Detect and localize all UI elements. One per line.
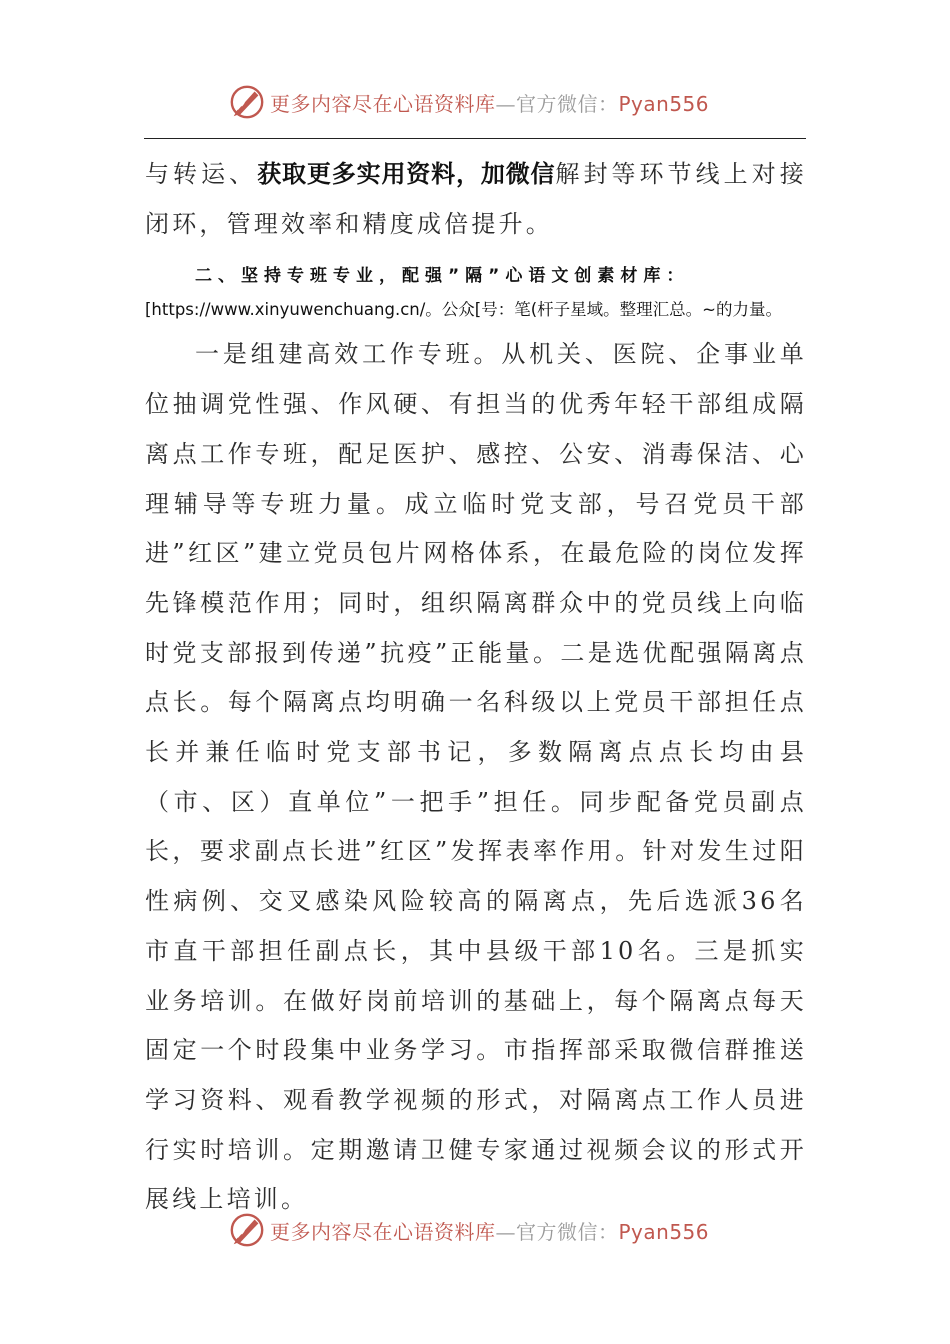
heading-number: 二、 — [195, 266, 241, 287]
heading-rest: [https://www.xinyuwenchuang.cn/。公众[号：笔(杆子星域。整理汇总。~的力量。 — [145, 300, 782, 320]
paragraph-2: 一是组建高效工作专班。从机关、医院、企事业单位抽调党性强、作风硬、有担当的优秀年轻干部组成隔离点工作专班，配足医护、感控、公安、消毒保洁、心理辅导等专班力量。成立临时党支部，号召党员干部进”红区”建立党员包片网格体系，在最危险的岗位发挥先锋模范作用；同时，组织隔离群众中的党员线上向临时党支部报到传递”抗疫”正能量。二是选优配强隔离点点长。每个隔离点均明确一名科级以上党员干部担任点长并兼任临时党支部书记，多数隔离点点长均由县（市、区）直单位”一把手”担任。同步配备党员副点长，要求副点长进”红区”发挥表率作用。针对发生过阳性病例、交叉感染风险较高的隔离点，先后选派36名市直干部担任副点长，其中县级干部10名。三是抓实业务培训。在做好岗前培训的基础上，每个隔离点每天固定一个时段集中业务学习。市指挥部采取微信群推送学习资料、观看教学视频的形式，对隔离点工作人员进行实时培训。定期邀请卫健专家通过视频会议的形式开展线上培训。 — [145, 340, 807, 1214]
footer-dash: — — [495, 1219, 516, 1244]
para1-promo-bold: 获取更多实用资料，加微信 — [257, 160, 556, 188]
banner-main-text: 更多内容尽在心语资料库 — [270, 91, 496, 116]
footer-wechat-label: 官方微信： — [516, 1219, 619, 1244]
heading-title: 坚持专班专业，配强”隔”心语文创素材库： — [241, 266, 690, 287]
footer-banner — [0, 1208, 950, 1252]
footer-main-text: 更多内容尽在心语资料库 — [270, 1219, 496, 1244]
footer-wechat-id: Pyan556 — [618, 1219, 710, 1244]
paragraph-1 — [145, 150, 807, 249]
banner-wechat-label: 官方微信： — [516, 91, 619, 116]
pen-logo-icon — [228, 83, 266, 121]
header-divider — [144, 138, 806, 139]
section-heading — [145, 259, 807, 326]
document-body — [145, 150, 807, 1225]
para1-tail: 解封等环节线上对接闭环，管理效率和精度成倍提升。 — [145, 160, 807, 238]
header-banner — [0, 80, 950, 124]
para1-lead: 与转运、 — [145, 160, 258, 188]
pen-logo-icon — [228, 1211, 266, 1249]
banner-wechat-id: Pyan556 — [618, 91, 710, 116]
banner-dash: — — [495, 91, 516, 116]
